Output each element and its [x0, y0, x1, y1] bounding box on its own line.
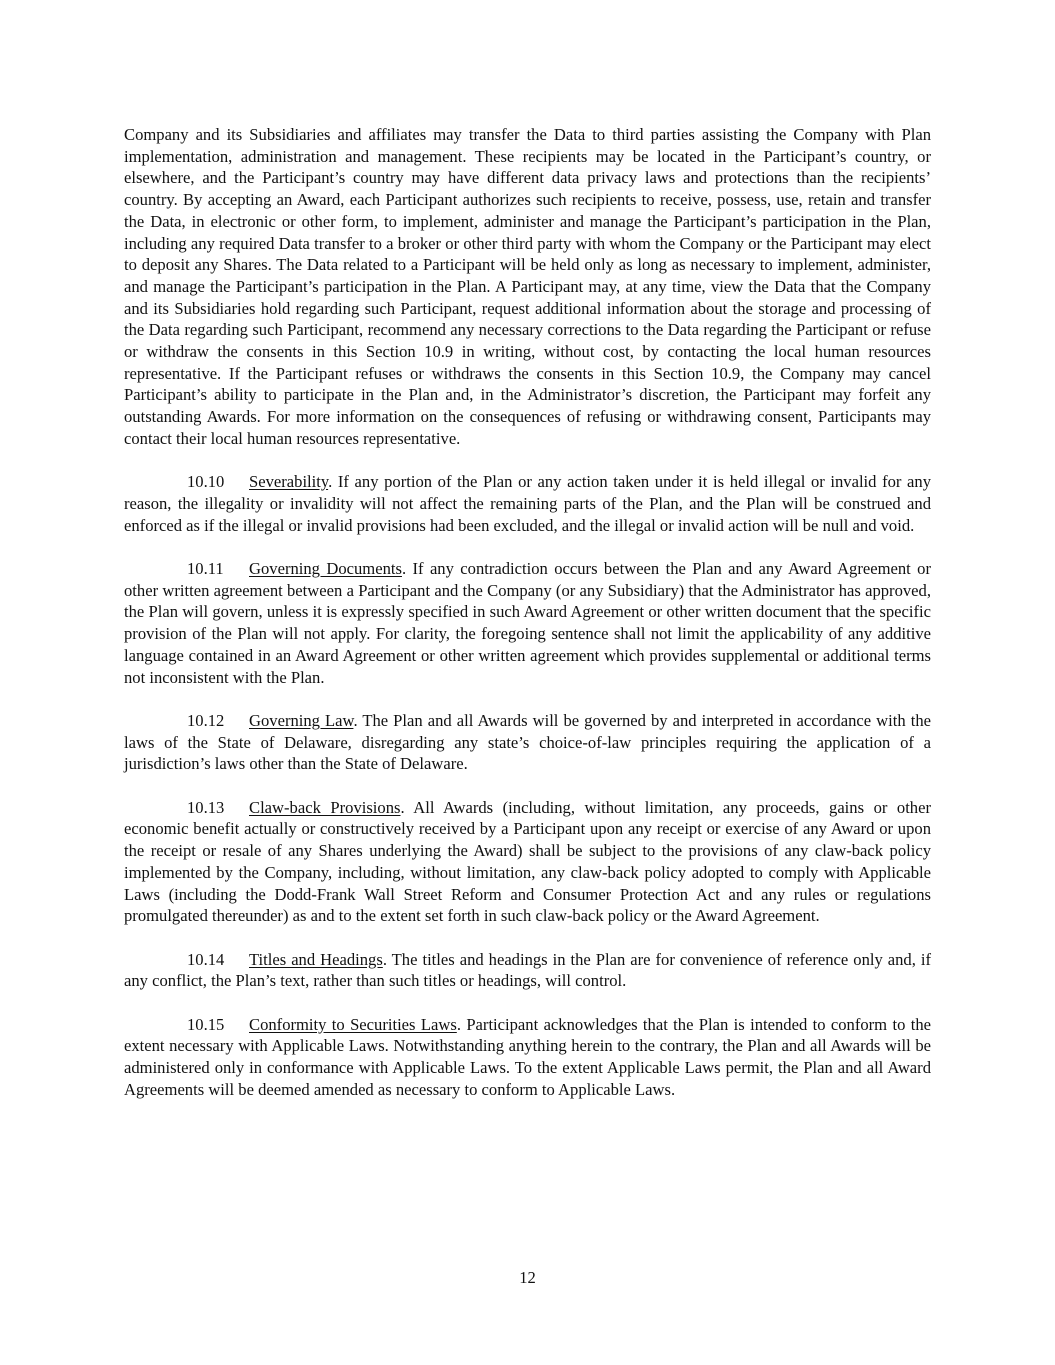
section-body: . If any contradiction occurs between the Plan and any Award Agreement or other written agreement between a Participant and the Company (or any Subsidiary) that the Administrator has approved, the Plan will govern, unless it is expressly specified in such Award Agreement or other written document that the specific provision of the Plan will not apply. For clarity, the foregoing sentence shall not limit the applicability of any additive language contained in an Award Agreement or other written agreement which provides supplemental or additional terms not inconsistent with the Plan. [124, 559, 932, 687]
section-number: 10.14 [187, 949, 225, 969]
section-10-13 [124, 797, 931, 927]
section-10-12 [124, 710, 931, 775]
intro-paragraph: Company and its Subsidiaries and affiliates may transfer the Data to third parties assisting the Company with Plan implementation, administration and management. These recipients may be located in the Participant’s country, or elsewhere, and the Participant’s country may have different data privacy laws and protections than the recipients’ country. By accepting an Award, each Participant authorizes such recipients to receive, possess, use, retain and transfer the Data, in electronic or other form, to implement, administer and manage the Participant’s participation in the Plan, including any required Data transfer to a broker or other third party with whom the Company or the Participant may elect to deposit any Shares. The Data related to a Participant will be held only as long as necessary to implement, administer, and manage the Participant’s participation in the Plan. A Participant may, at any time, view the Data that the Company and its Subsidiaries hold regarding such Participant, request additional information about the storage and processing of the Data regarding such Participant, recommend any necessary corrections to the Data regarding the Participant or refuse or withdraw the consents in this Section 10.9 in writing, without cost, by contacting the local human resources representative. If the Participant refuses or withdraws the consents in this Section 10.9, the Company may cancel Participant’s ability to participate in the Plan and, in the Administrator’s discretion, the Participant may forfeit any outstanding Awards. For more information on the consequences of refusing or withdrawing consent, Participants may contact their local human resources representative. [124, 125, 931, 448]
section-number: 10.10 [187, 472, 225, 492]
section-number: 10.15 [187, 1014, 225, 1034]
section-10-14 [124, 949, 931, 992]
section-heading: Titles and Headings [249, 949, 383, 969]
document-page [124, 124, 931, 1101]
section-body: . All Awards (including, without limitation, any proceeds, gains or other economic benefit actually or constructively received by a Participant upon any receipt or exercise of any Award or upon the receipt or resale of any Shares underlying the Award) shall be subject to the provisions of any claw-back policy implemented by the Company, including, without limitation, any claw-back policy adopted to comply with Applicable Laws (including the Dodd-Frank Wall Street Reform and Consumer Protection Act and any rules or regulations promulgated thereunder) as and to the extent set forth in such claw-back policy or the Award Agreement. [124, 797, 931, 926]
section-10-10 [124, 471, 931, 536]
section-10-15 [124, 1014, 931, 1101]
section-body: . Participant acknowledges that the Plan is intended to conform to the extent necessary with Applicable Laws. Notwithstanding anything herein to the contrary, the Plan and all Awards will be administered only in conformance with Applicable Laws. To the extent Applicable Laws permit, the Plan and all Award Agreements will be deemed amended as necessary to conform to Applicable Laws. [124, 1014, 931, 1099]
section-heading: Severability [249, 472, 329, 492]
section-heading: Governing Documents [249, 559, 402, 579]
section-heading: Conformity to Securities Laws [249, 1014, 457, 1034]
section-heading: Governing Law [249, 710, 354, 730]
page-number: 12 [519, 1268, 536, 1287]
section-body: . The Plan and all Awards will be governed by and interpreted in accordance with the laws of the State of Delaware, disregarding any state’s choice-of-law principles requiring the application of a jurisdiction’s laws other than the State of Delaware. [124, 710, 931, 774]
section-body: . The titles and headings in the Plan are for convenience of reference only and, if any conflict, the Plan’s text, rather than such titles or headings, will control. [124, 949, 931, 991]
section-heading: Claw-back Provisions [249, 797, 401, 817]
section-number: 10.12 [187, 710, 225, 730]
section-number: 10.13 [187, 797, 225, 817]
section-number: 10.11 [187, 559, 224, 579]
section-10-11 [124, 558, 931, 688]
section-body: . If any portion of the Plan or any action taken under it is held illegal or invalid for any reason, the illegality or invalidity will not affect the remaining parts of the Plan, and the Plan will be construed and enforced as if the illegal or invalid provisions had been excluded, and the illegal or invalid action will be null and void. [124, 472, 931, 535]
